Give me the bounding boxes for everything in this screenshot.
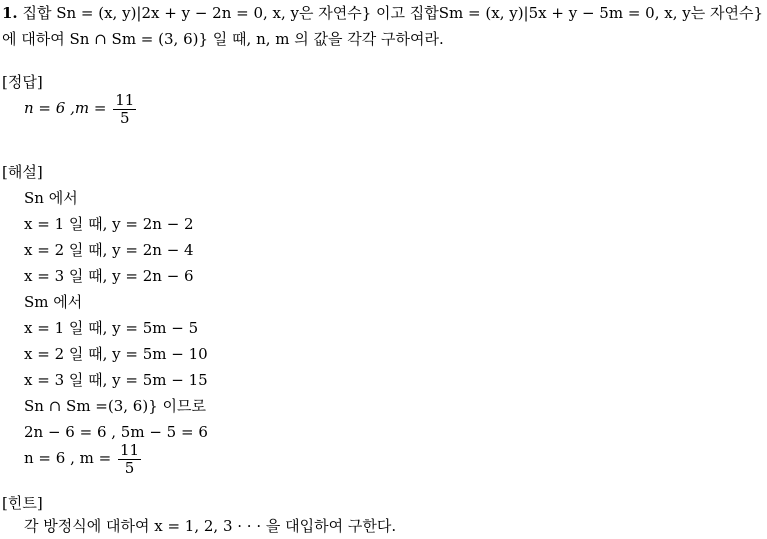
solution-line: Sn ∩ Sm =(3, 6)} 이므로 bbox=[24, 397, 206, 415]
solution-final-prefix: n = 6 , m = bbox=[24, 449, 112, 467]
hint-text: 각 방정식에 대하여 x = 1, 2, 3 · · · 을 대입하여 구한다. bbox=[24, 517, 397, 535]
solution-line: x = 2 일 때, y = 5m − 10 bbox=[24, 345, 208, 363]
solution-header: [해설] bbox=[2, 163, 43, 181]
solution-fraction-numerator: 11 bbox=[119, 440, 140, 459]
answer-prefix: n = 6 ,m = bbox=[24, 99, 107, 117]
answer-line bbox=[24, 90, 138, 127]
answer-fraction-numerator: 11 bbox=[115, 90, 135, 109]
solution-line: x = 1 일 때, y = 2n − 2 bbox=[24, 215, 194, 233]
solution-line: 2n − 6 = 6 , 5m − 5 = 6 bbox=[24, 423, 208, 441]
problem-text-1: 집합 Sn = (x, y)|2x + y − 2n = 0, x, y은 자연수} 이고 집합Sm = (x, y)|5x + y − 5m = 0, x, y는 자연수} bbox=[22, 4, 763, 22]
answer-fraction-denominator: 5 bbox=[119, 108, 130, 127]
hint-header: [힌트] bbox=[2, 494, 43, 512]
answer-fraction bbox=[113, 92, 136, 127]
solution-fraction bbox=[118, 442, 141, 477]
problem-number: 1. bbox=[2, 4, 18, 22]
solution-line: Sn 에서 bbox=[24, 189, 78, 207]
solution-line: x = 3 일 때, y = 2n − 6 bbox=[24, 267, 194, 285]
solution-final-line bbox=[24, 440, 143, 477]
problem-line-1 bbox=[2, 3, 763, 23]
solution-line: x = 1 일 때, y = 5m − 5 bbox=[24, 319, 199, 337]
solution-line: x = 2 일 때, y = 2n − 4 bbox=[24, 241, 194, 259]
solution-fraction-denominator: 5 bbox=[124, 458, 135, 477]
problem-line-2: 에 대하여 Sn ∩ Sm = (3, 6)} 일 때, n, m 의 값을 각각 구하여라. bbox=[2, 30, 444, 48]
answer-header: [정답] bbox=[2, 73, 43, 91]
solution-line: Sm 에서 bbox=[24, 293, 83, 311]
solution-line: x = 3 일 때, y = 5m − 15 bbox=[24, 371, 208, 389]
